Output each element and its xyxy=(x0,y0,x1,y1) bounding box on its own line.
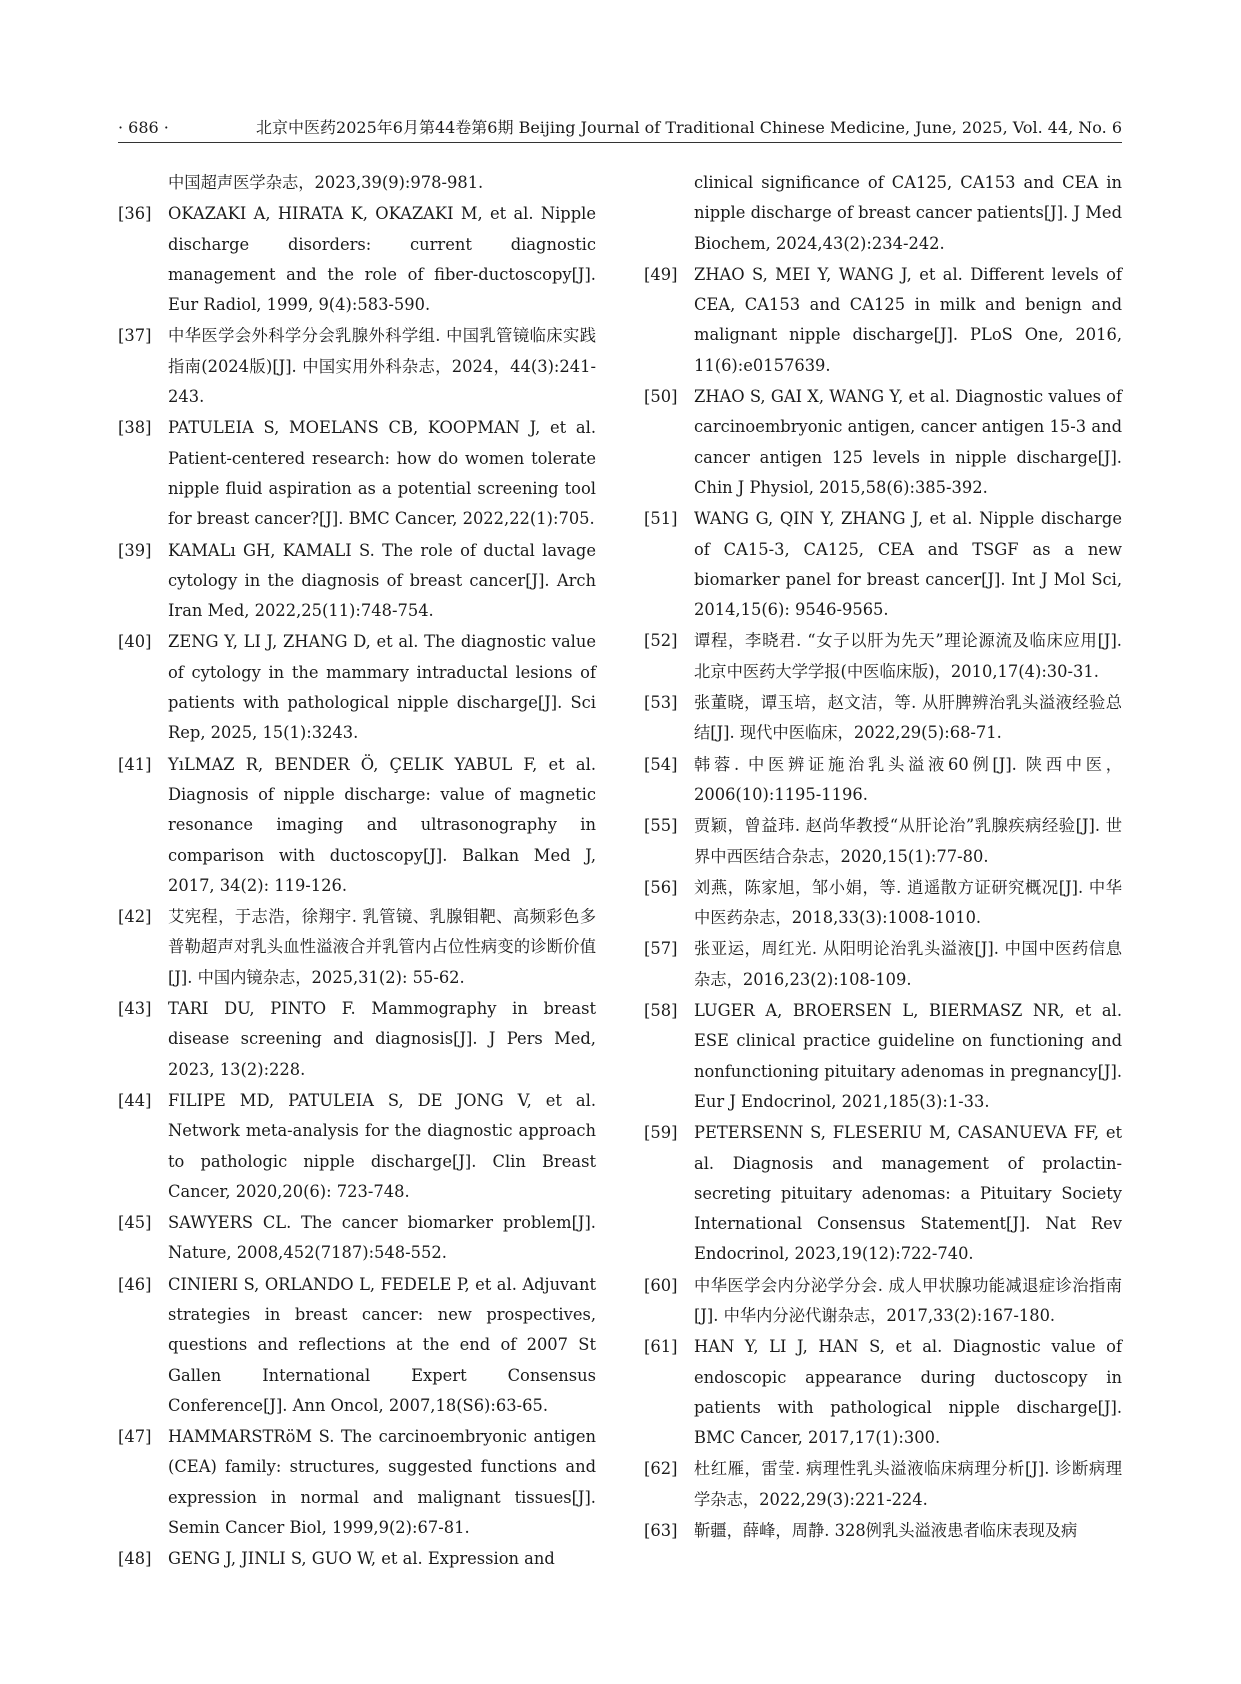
reference-text: WANG G, QIN Y, ZHANG J, et al. Nipple discharge of CA15-3, CA125, CEA and TSGF as a new biomarker panel for breast cancer[J]. Int J Mol Sci, 2014,15(6): 9546-9565. xyxy=(694,509,1122,620)
reference-entry xyxy=(644,168,1122,259)
reference-text: CINIERI S, ORLANDO L, FEDELE P, et al. Adjuvant strategies in breast cancer: new prospectives, questions and reflections at the end of 2007 St Gallen International Expert Consensus Conference[J]. Ann Oncol, 2007,18(S6):63-65. xyxy=(168,1274,596,1415)
reference-number: [54] xyxy=(644,754,678,774)
reference-text: 张董晓，谭玉培，赵文洁，等. 从肝脾辨治乳头溢液经验总结[J]. 现代中医临床，2022,29(5):68-71. xyxy=(694,693,1122,743)
reference-entry xyxy=(644,873,1122,934)
reference-column-right xyxy=(644,168,1122,1547)
reference-number: [60] xyxy=(644,1275,678,1295)
reference-entry xyxy=(644,934,1122,995)
reference-text: 贾颖，曾益玮. 赵尚华教授“从肝论治”乳腺疾病经验[J]. 世界中西医结合杂志，2020,15(1):77-80. xyxy=(694,816,1122,866)
reference-entry xyxy=(118,536,596,627)
reference-entry xyxy=(118,627,596,748)
reference-number: [52] xyxy=(644,631,678,651)
reference-text: ZHAO S, GAI X, WANG Y, et al. Diagnostic values of carcinoembryonic antigen, cancer antigen 15-3 and cancer antigen 125 levels in nipple discharge[J]. Chin J Physiol, 2015,58(6):385-392. xyxy=(694,387,1122,497)
reference-entry xyxy=(644,688,1122,749)
reference-entry xyxy=(118,199,596,320)
reference-number: [37] xyxy=(118,326,152,346)
reference-text: 刘燕，陈家旭，邹小娟，等. 逍遥散方证研究概况[J]. 中华中医药杂志，2018,33(3):1008-1010. xyxy=(694,877,1122,928)
reference-entry xyxy=(118,1208,596,1269)
reference-entry xyxy=(118,1544,596,1574)
reference-number: [53] xyxy=(644,693,678,713)
reference-entry xyxy=(644,260,1122,381)
reference-number: [43] xyxy=(118,999,152,1019)
reference-text: 谭程，李晓君. “女子以肝为先天”理论源流及临床应用[J]. 北京中医药大学学报(中医临床版)，2010,17(4):30-31. xyxy=(694,631,1122,681)
reference-text: YıLMAZ R, BENDER Ö, ÇELIK YABUL F, et al. Diagnosis of nipple discharge: value of magnetic resonance imaging and ultrasonography in comparison with ductoscopy[J]. Balkan Med J, 2017, 34(2): 119-126. xyxy=(168,754,596,895)
reference-number: [44] xyxy=(118,1090,152,1110)
reference-number: [56] xyxy=(644,877,678,897)
reference-entry xyxy=(118,413,596,534)
reference-text: ZHAO S, MEI Y, WANG J, et al. Different levels of CEA, CA153 and CA125 in milk and benign and malignant nipple discharge[J]. PLoS One, 2016, 11(6):e0157639. xyxy=(694,264,1122,375)
reference-number: [45] xyxy=(118,1213,152,1233)
reference-number: [58] xyxy=(644,1001,678,1021)
reference-entry xyxy=(118,994,596,1085)
running-header xyxy=(118,116,1122,143)
reference-number: [62] xyxy=(644,1459,678,1479)
reference-number: [41] xyxy=(118,754,152,774)
reference-number: [40] xyxy=(118,632,152,652)
reference-entry xyxy=(118,321,596,412)
reference-entry xyxy=(644,750,1122,811)
reference-number: [48] xyxy=(118,1549,152,1569)
reference-number: [59] xyxy=(644,1123,678,1143)
reference-number: [36] xyxy=(118,204,152,224)
reference-number: [47] xyxy=(118,1427,152,1447)
reference-text: clinical significance of CA125, CA153 and CEA in nipple discharge of breast cancer patients[J]. J Med Biochem, 2024,43(2):234-242. xyxy=(694,173,1122,253)
reference-entry xyxy=(118,902,596,993)
reference-entry xyxy=(118,168,596,198)
reference-text: 艾宪程，于志浩，徐翔宇. 乳管镜、乳腺钼靶、高频彩色多普勒超声对乳头血性溢液合并乳管内占位性病变的诊断价值[J]. 中国内镜杂志，2025,31(2): 55-62. xyxy=(168,907,596,987)
reference-text: TARI DU, PINTO F. Mammography in breast disease screening and diagnosis[J]. J Pers Med, 2023, 13(2):228. xyxy=(168,999,596,1079)
reference-text: ZENG Y, LI J, ZHANG D, et al. The diagnostic value of cytology in the mammary intraductal lesions of patients with pathological nipple discharge[J]. Sci Rep, 2025, 15(1):3243. xyxy=(168,632,596,743)
reference-text: 靳疆，薛峰，周静. 328例乳头溢液患者临床表现及病 xyxy=(694,1521,1078,1541)
reference-text: FILIPE MD, PATULEIA S, DE JONG V, et al. Network meta-analysis for the diagnostic approach to pathologic nipple discharge[J]. Clin Breast Cancer, 2020,20(6): 723-748. xyxy=(168,1090,596,1201)
reference-number: [61] xyxy=(644,1337,678,1357)
reference-entry xyxy=(118,1086,596,1207)
page-number: · 686 · xyxy=(118,118,169,137)
reference-number: [51] xyxy=(644,509,678,529)
reference-number: [55] xyxy=(644,816,678,836)
reference-entry xyxy=(644,1516,1122,1546)
reference-text: 中华医学会内分泌学分会. 成人甲状腺功能减退症诊治指南[J]. 中华内分泌代谢杂志，2017,33(2):167-180. xyxy=(694,1275,1122,1325)
reference-text: HAMMARSTRöM S. The carcinoembryonic antigen (CEA) family: structures, suggested functions and expression in normal and malignant tissues[J]. Semin Cancer Biol, 1999,9(2):67-81. xyxy=(168,1427,596,1538)
reference-number: [57] xyxy=(644,939,678,959)
reference-number: [39] xyxy=(118,540,152,560)
reference-text: KAMALı GH, KAMALI S. The role of ductal lavage cytology in the diagnosis of breast cancer[J]. Arch Iran Med, 2022,25(11):748-754. xyxy=(168,540,596,621)
reference-number: [42] xyxy=(118,907,152,927)
reference-entry xyxy=(644,626,1122,687)
reference-text: 中华医学会外科学分会乳腺外科学组. 中国乳管镜临床实践指南(2024版)[J]. 中国实用外科杂志，2024，44(3):241-243. xyxy=(168,326,596,407)
reference-number: [46] xyxy=(118,1274,152,1294)
reference-entry xyxy=(644,1454,1122,1515)
journal-info: 北京中医药2025年6月第44卷第6期 Beijing Journal of Traditional Chinese Medicine, June, 2025, Vol. 44, No. 6 xyxy=(256,118,1122,137)
reference-text: HAN Y, LI J, HAN S, et al. Diagnostic value of endoscopic appearance during ductoscopy in patients with pathological nipple discharge[J]. BMC Cancer, 2017,17(1):300. xyxy=(694,1337,1122,1448)
reference-text: LUGER A, BROERSEN L, BIERMASZ NR, et al. ESE clinical practice guideline on functioning and nonfunctioning pituitary adenomas in pregnancy[J]. Eur J Endocrinol, 2021,185(3):1-33. xyxy=(694,1001,1122,1111)
reference-entry xyxy=(118,1422,596,1543)
reference-text: SAWYERS CL. The cancer biomarker problem[J]. Nature, 2008,452(7187):548-552. xyxy=(168,1213,596,1263)
reference-entry xyxy=(644,1271,1122,1332)
reference-entry xyxy=(644,811,1122,872)
reference-entry xyxy=(644,1118,1122,1269)
reference-entry xyxy=(118,750,596,901)
reference-entry xyxy=(644,996,1122,1117)
reference-entry xyxy=(644,504,1122,625)
reference-text: GENG J, JINLI S, GUO W, et al. Expression and xyxy=(168,1549,555,1569)
reference-number: [50] xyxy=(644,387,678,407)
reference-text: PATULEIA S, MOELANS CB, KOOPMAN J, et al. Patient-centered research: how do women tolerate nipple fluid aspiration as a potential screening tool for breast cancer?[J]. BMC Cancer, 2022,22(1):705. xyxy=(168,418,596,529)
reference-text: 杜红雁，雷莹. 病理性乳头溢液临床病理分析[J]. 诊断病理学杂志，2022,29(3):221-224. xyxy=(694,1459,1122,1509)
reference-text: 中国超声医学杂志，2023,39(9):978-981. xyxy=(168,173,484,192)
reference-entry xyxy=(644,1332,1122,1453)
reference-number: [49] xyxy=(644,264,678,284)
reference-text: OKAZAKI A, HIRATA K, OKAZAKI M, et al. Nipple discharge disorders: current diagnostic management and the role of fiber-ductoscopy[J]. Eur Radiol, 1999, 9(4):583-590. xyxy=(168,204,596,315)
reference-text: 张亚运，周红光. 从阳明论治乳头溢液[J]. 中国中医药信息杂志，2016,23(2):108-109. xyxy=(694,939,1122,989)
reference-entry xyxy=(644,382,1122,503)
reference-number: [38] xyxy=(118,418,152,438)
reference-column-left xyxy=(118,168,596,1576)
reference-number: [63] xyxy=(644,1521,678,1541)
reference-text: 韩蓉. 中医辨证施治乳头溢液60例[J]. 陕西中医，2006(10):1195-1196. xyxy=(694,754,1122,804)
reference-text: PETERSENN S, FLESERIU M, CASANUEVA FF, et al. Diagnosis and management of prolactin-secreting pituitary adenomas: a Pituitary Society International Consensus Statement[J]. Nat Rev Endocrinol, 2023,19(12):722-740. xyxy=(694,1123,1122,1264)
reference-entry xyxy=(118,1270,596,1421)
